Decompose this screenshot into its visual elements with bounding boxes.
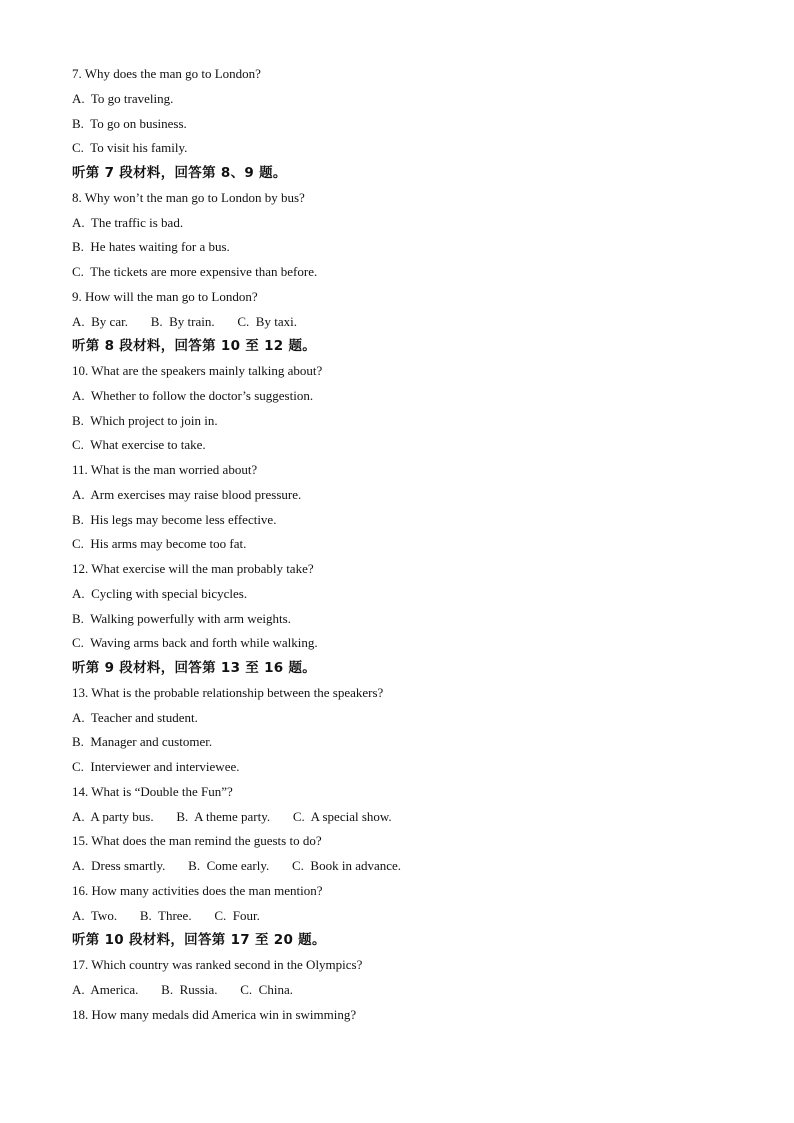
answer-options: A. To go traveling. [72,90,174,106]
question-text: 7. Why does the man go to London? [72,66,261,81]
question-text: 8. Why won’t the man go to London by bus? [72,189,305,205]
answer-options: A. Arm exercises may raise blood pressure. [72,486,302,502]
question-text: 11. What is the man worried about? [72,462,258,477]
answer-options: B. Walking powerfully with arm weights. [72,610,291,626]
question-text: 16. How many activities does the man mention? [72,882,323,898]
question-text: 15. What does the man remind the guests to do? [72,833,322,849]
answer-options: A. Teacher and student. [72,709,198,725]
answer-options: B. He hates waiting for a bus. [72,239,230,255]
question-text: 18. How many medals did America win in swimming? [72,1006,357,1022]
answer-options: A. The traffic is bad. [72,214,184,230]
answer-options: C. The tickets are more expensive than before. [72,264,318,279]
question-text: 12. What exercise will the man probably take? [72,561,314,576]
question-text: 10. What are the speakers mainly talking about? [72,363,323,378]
answer-options: A. America. B. Russia. C. China. [72,981,293,997]
section-heading: 听第 10 段材料，回答第 17 至 20 题。 [72,932,326,949]
answer-options: C. His arms may become too fat. [72,536,247,552]
answer-options: C. Interviewer and interviewee. [72,759,240,774]
section-heading: 听第 8 段材料，回答第 10 至 12 题。 [72,338,317,355]
answer-options: C. Waving arms back and forth while walking. [72,635,318,651]
section-heading: 听第 7 段材料，回答第 8、9 题。 [72,165,287,181]
answer-options: B. To go on business. [72,115,187,131]
document-page [72,62,752,1027]
section-heading: 听第 9 段材料，回答第 13 至 16 题。 [72,660,317,676]
question-text: 9. How will the man go to London? [72,288,258,304]
answer-options: C. To visit his family. [72,140,188,156]
answer-options: A. Whether to follow the doctor’s suggestion. [72,387,314,403]
answer-options: B. Which project to join in. [72,412,218,428]
question-text: 14. What is “Double the Fun”? [72,783,233,799]
answer-options: B. His legs may become less effective. [72,511,277,527]
answer-options: A. Two. B. Three. C. Four. [72,907,260,923]
answer-options: A. A party bus. B. A theme party. C. A special show. [72,808,392,824]
answer-options: A. Dress smartly. B. Come early. C. Book in advance. [72,858,402,873]
answer-options: C. What exercise to take. [72,437,206,453]
question-text: 17. Which country was ranked second in the Olympics? [72,957,363,972]
answer-options: A. By car. B. By train. C. By taxi. [72,313,297,329]
answer-options: A. Cycling with special bicycles. [72,585,248,601]
question-text: 13. What is the probable relationship between the speakers? [72,684,384,700]
answer-options: B. Manager and customer. [72,734,213,750]
